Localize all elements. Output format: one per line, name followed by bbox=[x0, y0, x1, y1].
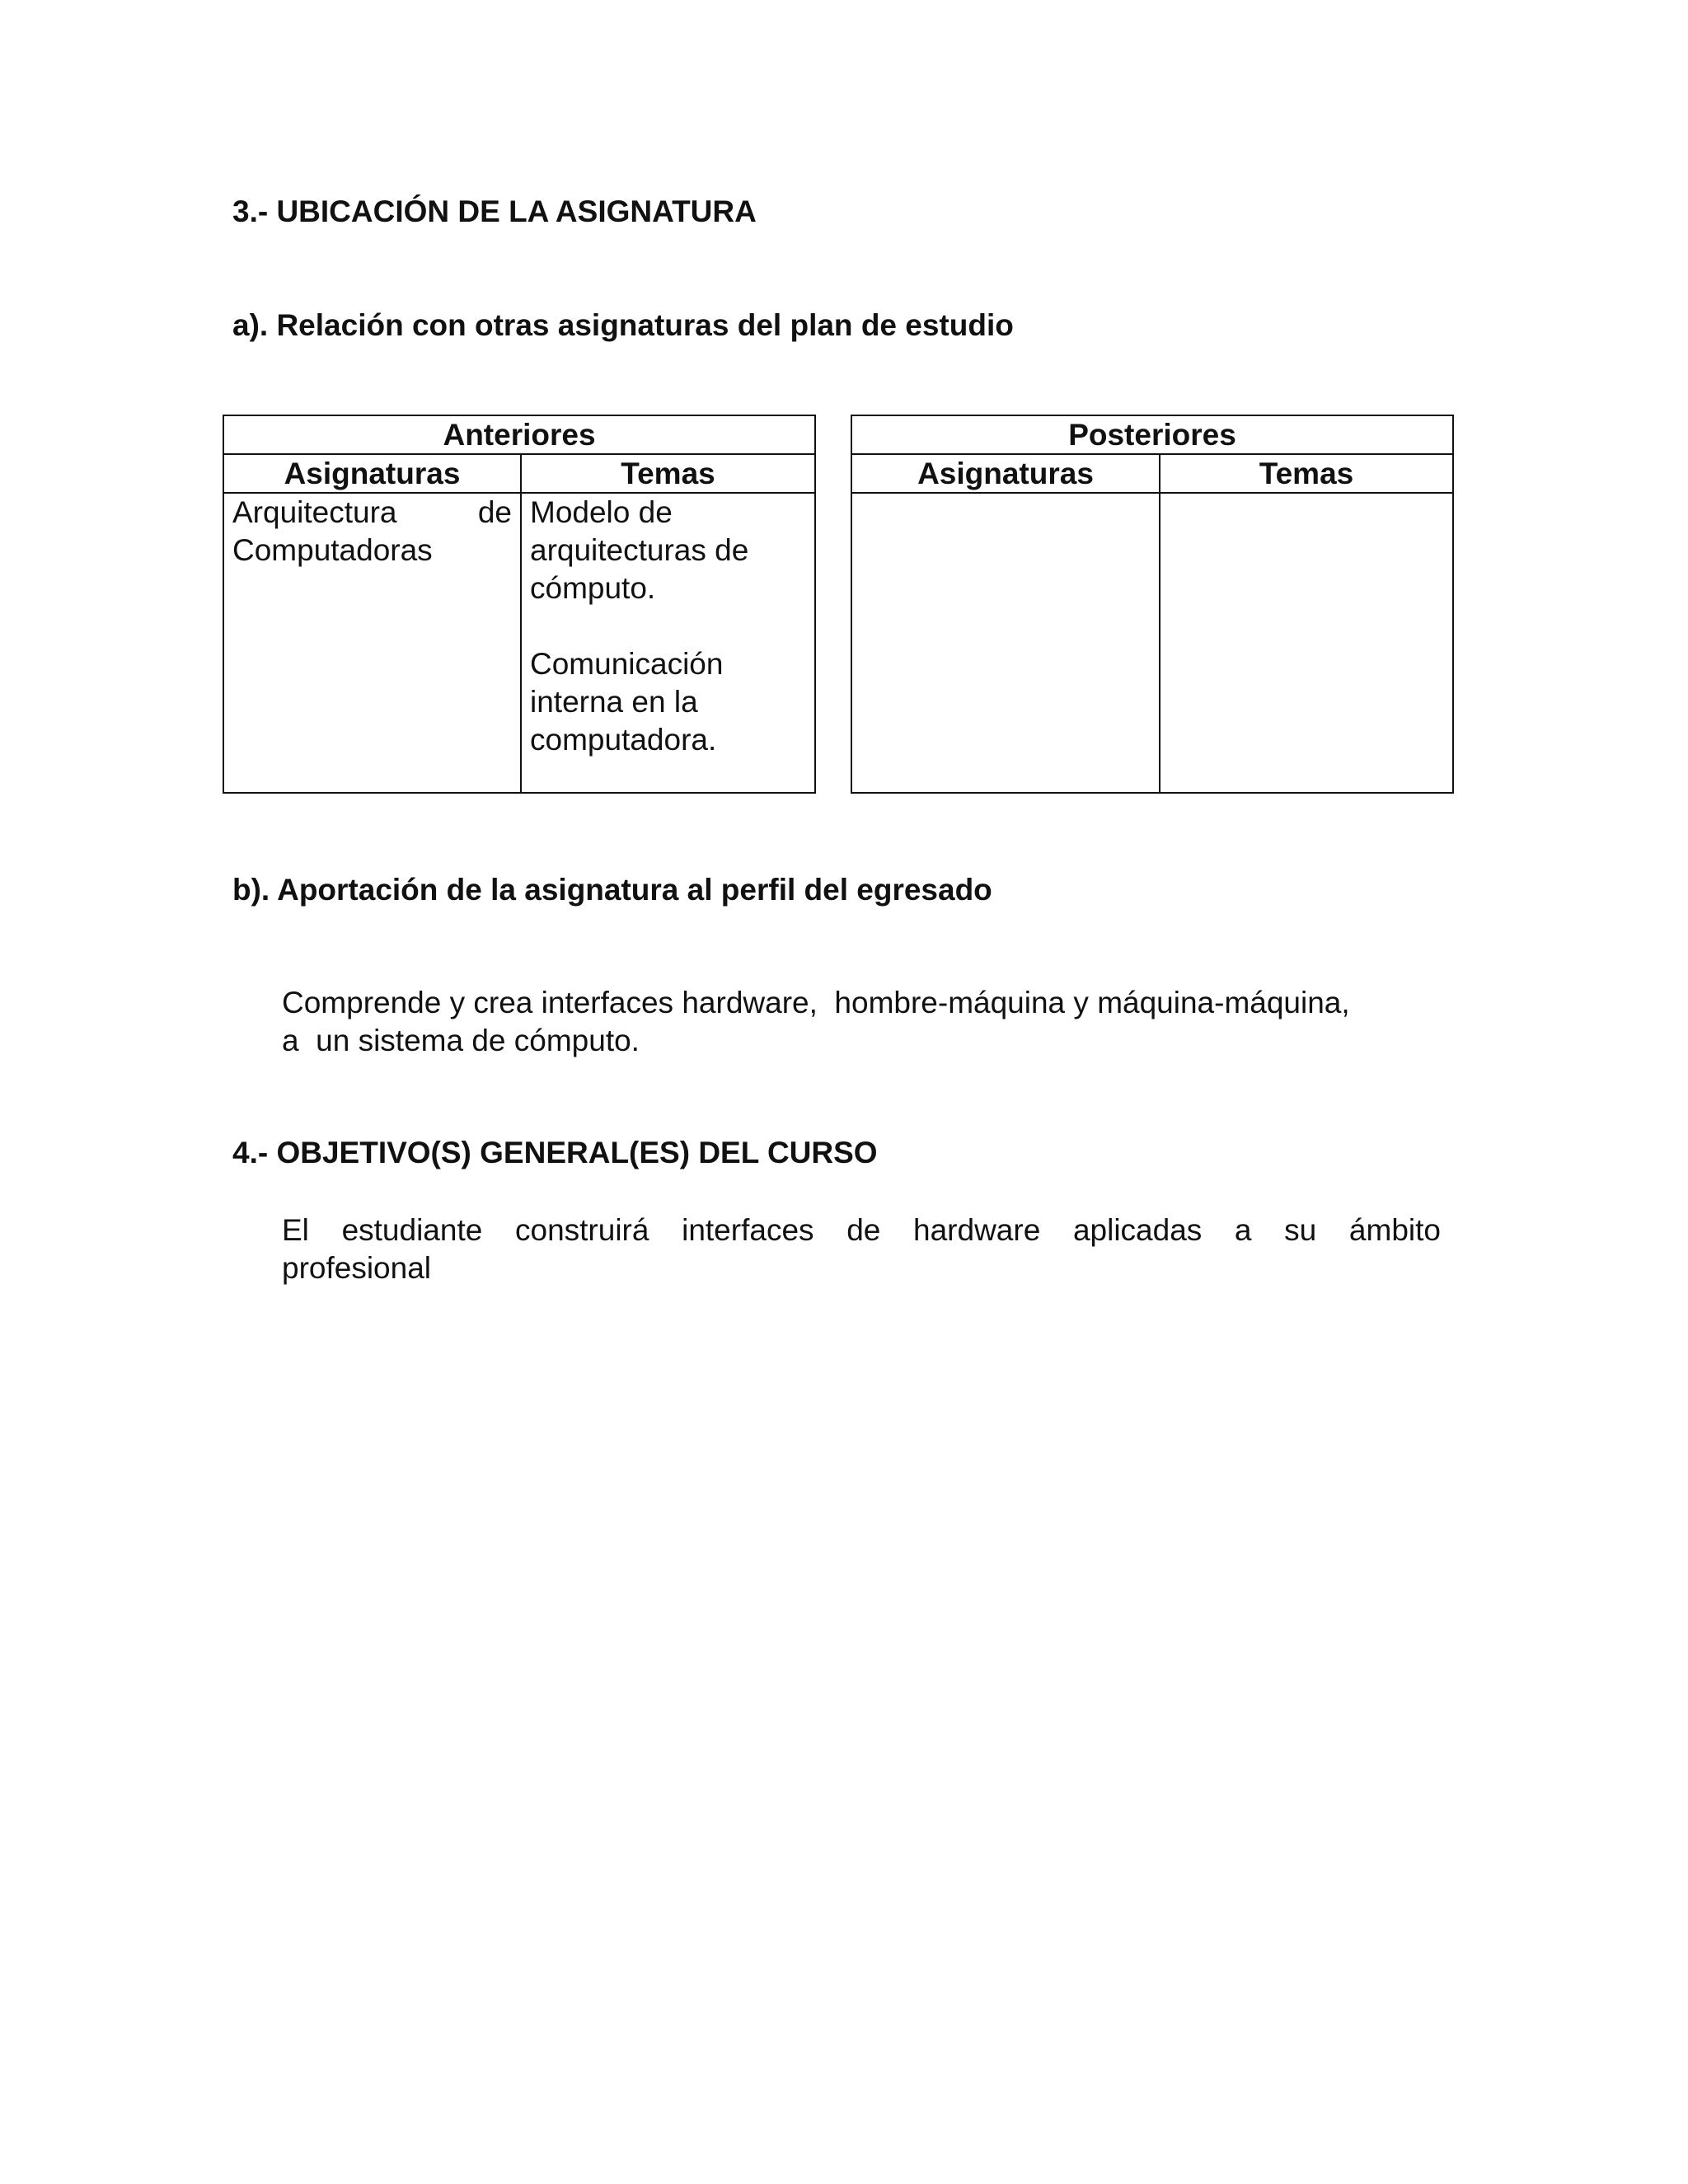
asignatura-line-1: Arquitectura de bbox=[232, 495, 512, 529]
anteriores-col-asignaturas: Asignaturas bbox=[223, 454, 521, 493]
tema-line: interna en la bbox=[530, 685, 698, 719]
section-3-title: 3.- UBICACIÓN DE LA ASIGNATURA bbox=[232, 194, 757, 228]
aportacion-line-2: a un sistema de cómputo. bbox=[282, 1024, 640, 1057]
asignatura-line-2: Computadoras bbox=[232, 533, 433, 567]
subsection-a-title: a). Relación con otras asignaturas del plan de estudio bbox=[232, 308, 1014, 342]
tema-line: Modelo de bbox=[530, 495, 673, 529]
aportacion-paragraph bbox=[282, 984, 1441, 1060]
section-4-title: 4.- OBJETIVO(S) GENERAL(ES) DEL CURSO bbox=[232, 1136, 878, 1169]
anteriores-table bbox=[223, 415, 816, 794]
anteriores-header: Anteriores bbox=[223, 415, 815, 454]
tema-line: Comunicación bbox=[530, 647, 724, 681]
objetivo-paragraph bbox=[282, 1212, 1441, 1287]
tema-line: arquitecturas de bbox=[530, 533, 749, 567]
posteriores-col-temas: Temas bbox=[1160, 454, 1453, 493]
tema-line: cómputo. bbox=[530, 571, 656, 605]
posteriores-table bbox=[851, 415, 1454, 794]
posteriores-header: Posteriores bbox=[851, 415, 1453, 454]
anteriores-asignatura-cell bbox=[223, 493, 521, 793]
posteriores-col-asignaturas: Asignaturas bbox=[851, 454, 1160, 493]
aportacion-line-1: Comprende y crea interfaces hardware, hombre-máquina y máquina-máquina, bbox=[282, 986, 1350, 1019]
anteriores-col-temas: Temas bbox=[521, 454, 815, 493]
objetivo-line-1: El estudiante construirá interfaces de hardware aplicadas a su ámbito bbox=[282, 1213, 1441, 1247]
posteriores-temas-cell bbox=[1160, 493, 1453, 793]
objetivo-line-2: profesional bbox=[282, 1251, 432, 1285]
posteriores-asignatura-cell bbox=[851, 493, 1160, 793]
anteriores-temas-cell bbox=[521, 493, 815, 793]
subsection-b-title: b). Aportación de la asignatura al perfil del egresado bbox=[232, 873, 992, 907]
tema-line: computadora. bbox=[530, 723, 717, 757]
